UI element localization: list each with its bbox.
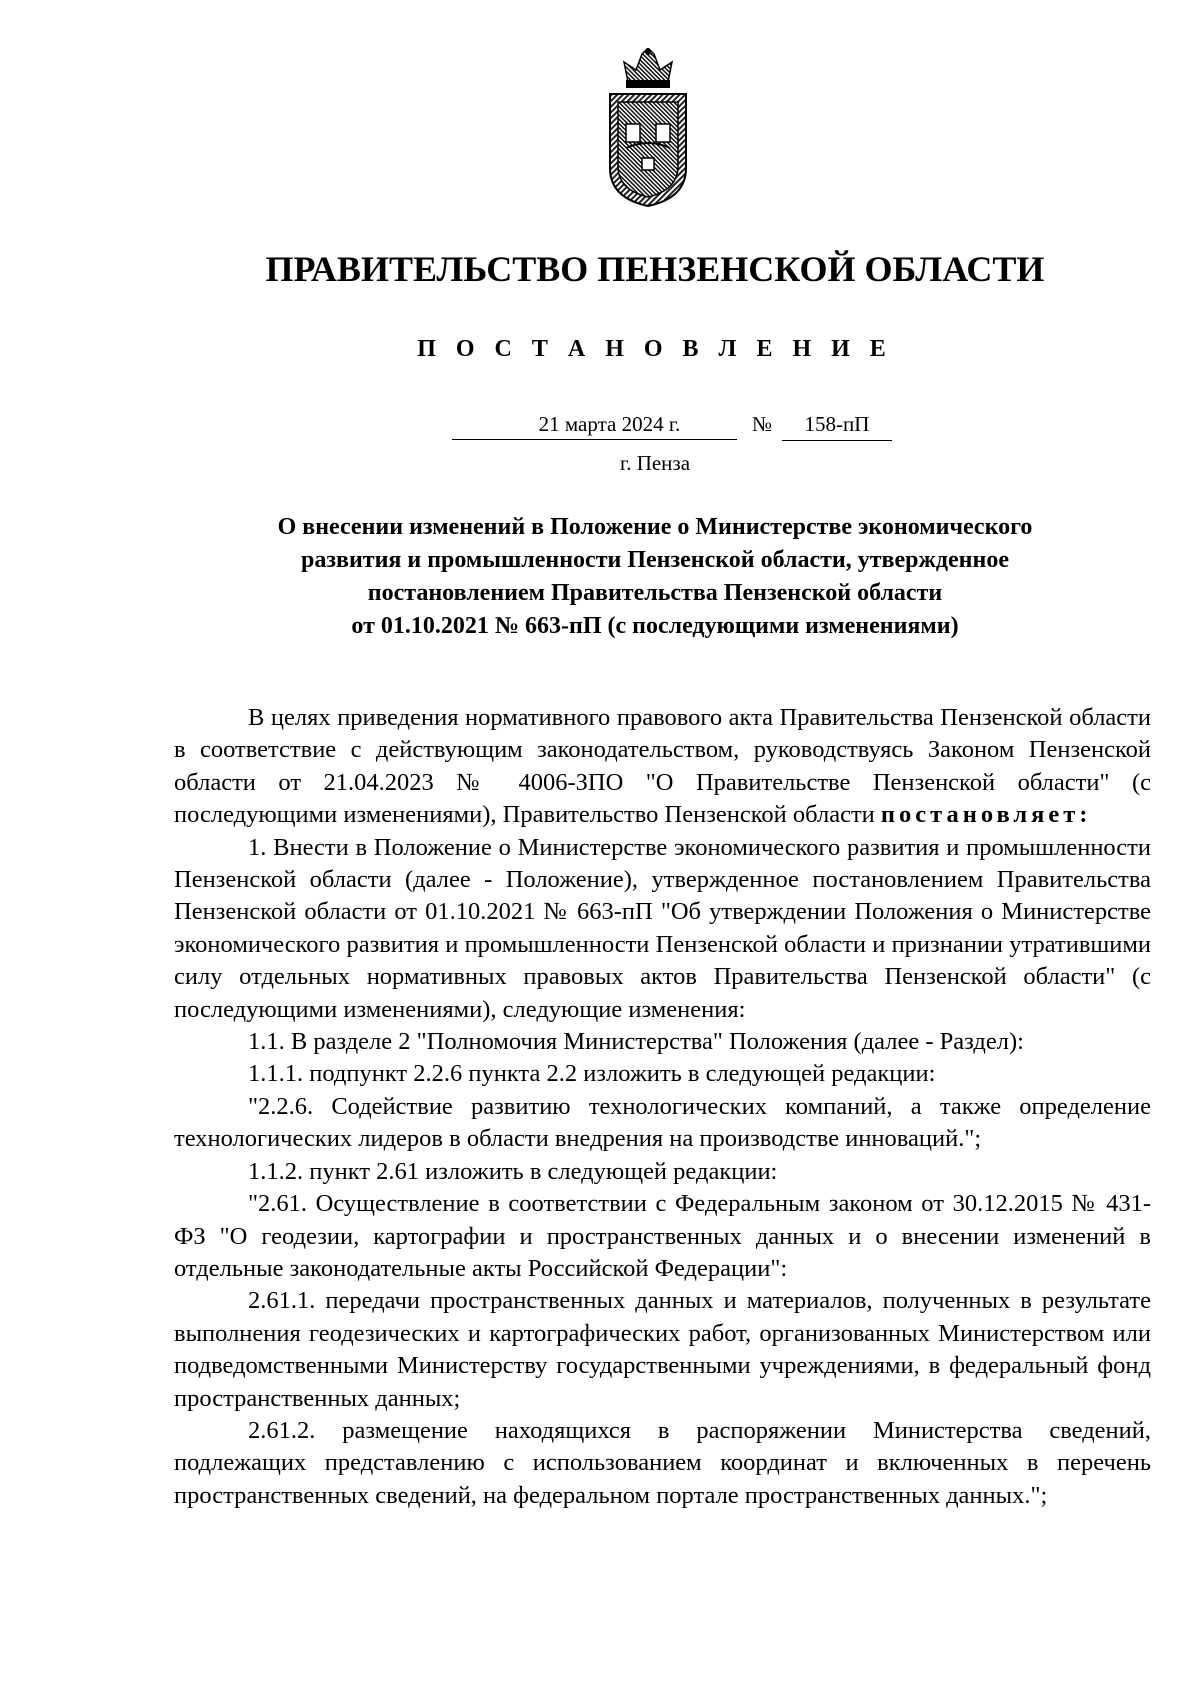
title-line: от 01.10.2021 № 663-пП (с последующими изменениями) xyxy=(351,613,959,639)
paragraph-1-1: 1.1. В разделе 2 "Полномочия Министерства" Положения (далее - Раздел): xyxy=(248,1028,1024,1056)
coat-of-arms-emblem xyxy=(606,48,690,208)
quote-2-61: "2.61. Осуществление в соответствии с Федеральным законом от 30.12.2015 № 431-ФЗ "О геодезии, картографии и пространственных данных и о внесении изменений в отдельные законодательные акты Российской Федерации": xyxy=(174,1190,1151,1282)
paragraph-1: 1. Внести в Положение о Министерстве экономического развития и промышленности Пензенской области (далее - Положение), утвержденное постановлением Правительства Пензенской области от 01.10.2021 № 663-пП "Об утверждении Положения о Министерстве экономического развития и промышленности Пензенской области и признании утратившими силу отдельных нормативных правовых актов Правительства Пензенской области" (с последующими изменениями), следующие изменения: xyxy=(174,833,1151,1023)
title-line: О внесении изменений в Положение о Министерстве экономического xyxy=(277,514,1033,540)
preamble-text: В целях приведения нормативного правового акта Правительства Пензенской области в соответствие с действующим законодательством, руководствуясь Законом Пензенской области от 21.04.2023 № 4006-ЗПО "О Правительстве Пензенской области" (с последующими изменениями), Правительство Пензенской области xyxy=(174,704,1151,829)
title-line: развития и промышленности Пензенской области, утвержденное xyxy=(301,547,1009,573)
document-body xyxy=(174,702,1151,1512)
quote-2-2-6: "2.2.6. Содействие развитию технологических компаний, а также определение технологических лидеров в области внедрения на производстве инноваций."; xyxy=(174,1092,1151,1153)
document-date: 21 марта 2024 г. xyxy=(452,412,737,440)
date-number-line xyxy=(452,412,892,442)
document-type: П О С Т А Н О В Л Е Н И Е xyxy=(417,336,893,362)
number-sign: № xyxy=(752,412,773,436)
paragraph-2-61-1: 2.61.1. передачи пространственных данных и материалов, полученных в результате выполнения геодезических и картографических работ, организованных Министерством или подведомственными Министерству государственными учреждениями, в федеральный фонд пространственных данных; xyxy=(174,1287,1151,1412)
paragraph-2-61-2: 2.61.2. размещение находящихся в распоряжении Министерства сведений, подлежащих представлению с использованием координат и включенных в перечень пространственных сведений, на федеральном портале пространственных данных."; xyxy=(174,1416,1151,1509)
city: г. Пенза xyxy=(619,451,691,475)
resolves-word: постановляет: xyxy=(880,801,1092,829)
document-title xyxy=(150,511,1160,643)
preamble-paragraph xyxy=(174,702,1151,832)
title-line: постановлением Правительства Пензенской области xyxy=(367,580,943,606)
paragraph-1-1-2: 1.1.2. пункт 2.61 изложить в следующей редакции: xyxy=(248,1157,778,1185)
paragraph-1-1-1: 1.1.1. подпункт 2.2.6 пункта 2.2 изложить в следующей редакции: xyxy=(248,1060,936,1088)
organization-name: ПРАВИТЕЛЬСТВО ПЕНЗЕНСКОЙ ОБЛАСТИ xyxy=(265,249,1045,289)
document-number: 158-пП xyxy=(782,412,892,441)
